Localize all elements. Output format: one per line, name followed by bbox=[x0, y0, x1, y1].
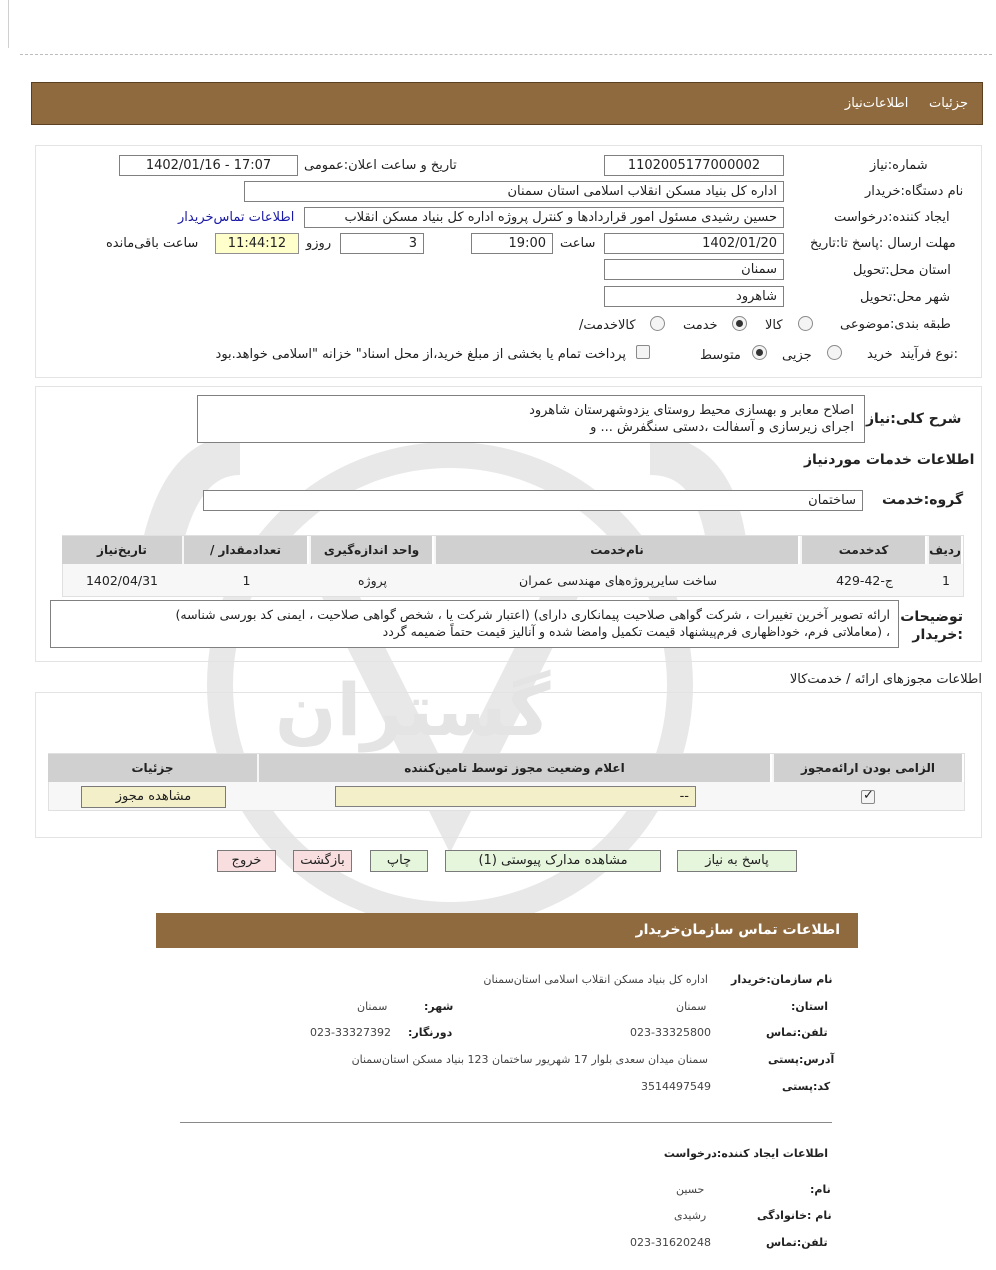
general-description-label: شرح کلی:نیاز bbox=[866, 411, 962, 427]
back-button[interactable]: بازگشت bbox=[293, 850, 352, 872]
services-info-title: اطلاعات خدمات موردنیاز bbox=[804, 452, 975, 468]
col-permit-status: اعلام وضعیت مجوز توسط تامین‌کننده bbox=[259, 754, 772, 782]
breadcrumb bbox=[845, 96, 968, 111]
remaining-time-field: 11:44:12 bbox=[215, 233, 299, 254]
contact-city-label: :شهر bbox=[424, 1000, 454, 1013]
process-minor-label: جزیی bbox=[782, 348, 812, 363]
permits-title: اطلاعات مجوزهای ارائه / خدمت‌کالا bbox=[789, 672, 982, 687]
delivery-city-field: شاهرود bbox=[604, 286, 784, 307]
remaining-time-label: ساعت باقی‌مانده bbox=[106, 236, 199, 251]
col-service-name: نام‌خدمت bbox=[436, 536, 800, 564]
creator-family-value: رشیدی bbox=[674, 1209, 707, 1222]
treasury-payment-label: پرداخت تمام یا بخشی از مبلغ خرید،از محل اسناد" خزانه "اسلامی خواهد.بود bbox=[215, 347, 626, 362]
cell-need-date: 1402/04/31 bbox=[85, 573, 159, 588]
services-table bbox=[62, 535, 964, 597]
col-need-date: تاریخ‌نیاز bbox=[62, 536, 182, 564]
page-top-divider bbox=[20, 54, 992, 55]
permit-status-field: -- bbox=[335, 786, 696, 807]
process-radio-minor[interactable] bbox=[827, 345, 842, 360]
days-field: 3 bbox=[340, 233, 424, 254]
contact-address-value: سمنان میدان سعدی بلوار 17 شهریور ساختمان 123 بنیاد مسکن استان‌سمنان bbox=[351, 1053, 708, 1066]
category-radio-goods[interactable] bbox=[798, 316, 813, 331]
delivery-province-label: استان محل:تحویل bbox=[853, 263, 951, 278]
general-description-field bbox=[197, 395, 865, 443]
category-service-label: خدمت bbox=[683, 318, 718, 333]
contact-province-value: سمنان bbox=[676, 1000, 707, 1013]
col-unit: واحد اندازه‌گیری bbox=[311, 536, 434, 564]
request-creator-label: ایجاد کننده:درخواست bbox=[834, 210, 950, 225]
contact-province-label: :استان bbox=[791, 1000, 829, 1013]
contact-postal-label: کد:پستی bbox=[782, 1080, 831, 1093]
creator-phone-label: تلفن:تماس bbox=[766, 1236, 828, 1249]
buyer-notes-line-1: ارائه تصویر آخرین تغییرات ، شرکت گواهی صلاحیت پیمانکاری دارای) (اعتبار شرکت یا ، شخص گواهی صلاحیت ، ایمنی کد بورسی شناسه) bbox=[175, 607, 890, 622]
cell-unit: پروژه bbox=[358, 573, 387, 588]
announce-date-field: 1402/01/16 - 17:07 bbox=[119, 155, 298, 176]
category-goods-label: کالا bbox=[765, 318, 783, 333]
creator-phone-value: 023-31620248 bbox=[630, 1236, 711, 1249]
buyer-notes-field bbox=[50, 600, 899, 648]
request-creator-field: حسین رشیدی مسئول امور قراردادها و کنترل پروژه اداره کل بنیاد مسکن انقلاب bbox=[304, 207, 784, 228]
contact-address-label: آدرس:پستی bbox=[768, 1053, 835, 1066]
buyer-contact-link[interactable]: اطلاعات تماس‌خریدار bbox=[178, 210, 295, 225]
buyer-org-field: اداره کل بنیاد مسکن انقلاب اسلامی استان سمنان bbox=[244, 181, 784, 202]
page-left-border bbox=[8, 0, 9, 48]
creator-name-value: حسین bbox=[676, 1183, 705, 1196]
watermark-text: گستران bbox=[275, 668, 551, 752]
contact-section-header bbox=[156, 913, 858, 948]
delivery-province-field: سمنان bbox=[604, 259, 784, 280]
buyer-org-label: نام دستگاه:خریدار bbox=[865, 184, 964, 199]
creator-info-title: اطلاعات ایجاد کننده:درخواست bbox=[663, 1147, 828, 1160]
page-header-banner bbox=[31, 82, 983, 125]
service-group-field: ساختمان bbox=[203, 490, 863, 511]
need-info-panel bbox=[35, 145, 982, 378]
cell-quantity: 1 bbox=[242, 573, 251, 588]
process-medium-label: متوسط bbox=[700, 348, 741, 363]
description-line-2: اجرای زیرسازی و آسفالت ،دستی سنگفرش ... و bbox=[590, 420, 854, 435]
contact-section-title: اطلاعات تماس سازمان‌خریدار bbox=[635, 922, 840, 938]
contact-divider bbox=[180, 1122, 832, 1123]
contact-fax-value: 023-33327392 bbox=[310, 1026, 391, 1039]
permits-table bbox=[48, 753, 965, 811]
col-permit-details: جزئیات bbox=[48, 754, 257, 782]
cell-service-code: ج-42-429 bbox=[836, 573, 893, 588]
breadcrumb-need-info[interactable]: اطلاعات‌نیاز bbox=[844, 96, 909, 111]
breadcrumb-details[interactable]: جزئیات bbox=[929, 96, 968, 111]
contact-org-label: نام سازمان:خریدار bbox=[731, 973, 833, 986]
process-label: نوع فرآیند: bbox=[900, 347, 958, 362]
category-label: طبقه بندی:موضوعی bbox=[840, 317, 951, 332]
announce-date-label: تاریخ و ساعت اعلان:عمومی bbox=[304, 158, 457, 173]
deadline-time-field: 19:00 bbox=[471, 233, 553, 254]
days-label: روزو bbox=[306, 236, 332, 251]
category-radio-goods-service[interactable] bbox=[650, 316, 665, 331]
cell-service-name: ساخت سایرپروژه‌های مهندسی عمران bbox=[519, 573, 717, 588]
table-row bbox=[63, 566, 963, 596]
print-button[interactable]: چاپ bbox=[370, 850, 428, 872]
contact-phone-value: 023-33325800 bbox=[630, 1026, 711, 1039]
col-permit-required: الزامی بودن ارائه‌مجوز bbox=[774, 754, 964, 782]
buyer-notes-line-2: ، (معاملاتی فرم، خوداظهاری فرم‌پیشنهاد قیمت تکمیل وامضا شده و آنالیز قیمت حتماً ضمیمه گردد bbox=[382, 624, 890, 639]
creator-family-label: نام :خانوادگی bbox=[757, 1209, 832, 1222]
delivery-city-label: شهر محل:تحویل bbox=[860, 290, 950, 305]
category-goods-service-label: /کالاخدمت bbox=[579, 318, 636, 333]
need-number-label: شماره:نیاز bbox=[870, 158, 928, 173]
process-type-value: خرید bbox=[867, 347, 893, 362]
service-group-label: گروه:خدمت bbox=[882, 492, 964, 508]
contact-phone-label: تلفن:تماس bbox=[766, 1026, 828, 1039]
contact-fax-label: :دورنگار bbox=[408, 1026, 453, 1039]
col-row-number: ردیف bbox=[929, 536, 963, 564]
process-radio-medium[interactable] bbox=[752, 345, 767, 360]
col-service-code: کدخدمت bbox=[802, 536, 927, 564]
view-attachments-button[interactable]: مشاهده مدارک پیوستی (1) bbox=[445, 850, 661, 872]
need-number-field: 1102005177000002 bbox=[604, 155, 784, 176]
contact-city-value: سمنان bbox=[357, 1000, 388, 1013]
category-radio-service[interactable] bbox=[732, 316, 747, 331]
deadline-time-label: ساعت bbox=[560, 236, 596, 251]
exit-button[interactable]: خروج bbox=[217, 850, 276, 872]
col-quantity: / تعدادمقدار bbox=[184, 536, 309, 564]
permit-required-checkbox[interactable] bbox=[861, 789, 875, 804]
creator-name-label: :نام bbox=[810, 1183, 831, 1196]
view-permit-button[interactable]: مشاهده مجوز bbox=[81, 786, 226, 808]
cell-row-number: 1 bbox=[942, 573, 950, 588]
deadline-label: مهلت ارسال :پاسخ تا:تاریخ bbox=[810, 236, 956, 251]
contact-org-value: اداره کل بنیاد مسکن انقلاب اسلامی استان‌سمنان bbox=[483, 973, 708, 986]
description-line-1: اصلاح معابر و بهسازی محیط روستای یزدوشهرستان شاهرود bbox=[529, 403, 854, 418]
buyer-notes-label: توضیحات :خریدار bbox=[900, 609, 963, 643]
treasury-payment-checkbox[interactable] bbox=[636, 344, 650, 359]
deadline-date-field: 1402/01/20 bbox=[604, 233, 784, 254]
reply-to-need-button[interactable]: پاسخ به نیاز bbox=[677, 850, 797, 872]
contact-postal-value: 3514497549 bbox=[641, 1080, 711, 1093]
